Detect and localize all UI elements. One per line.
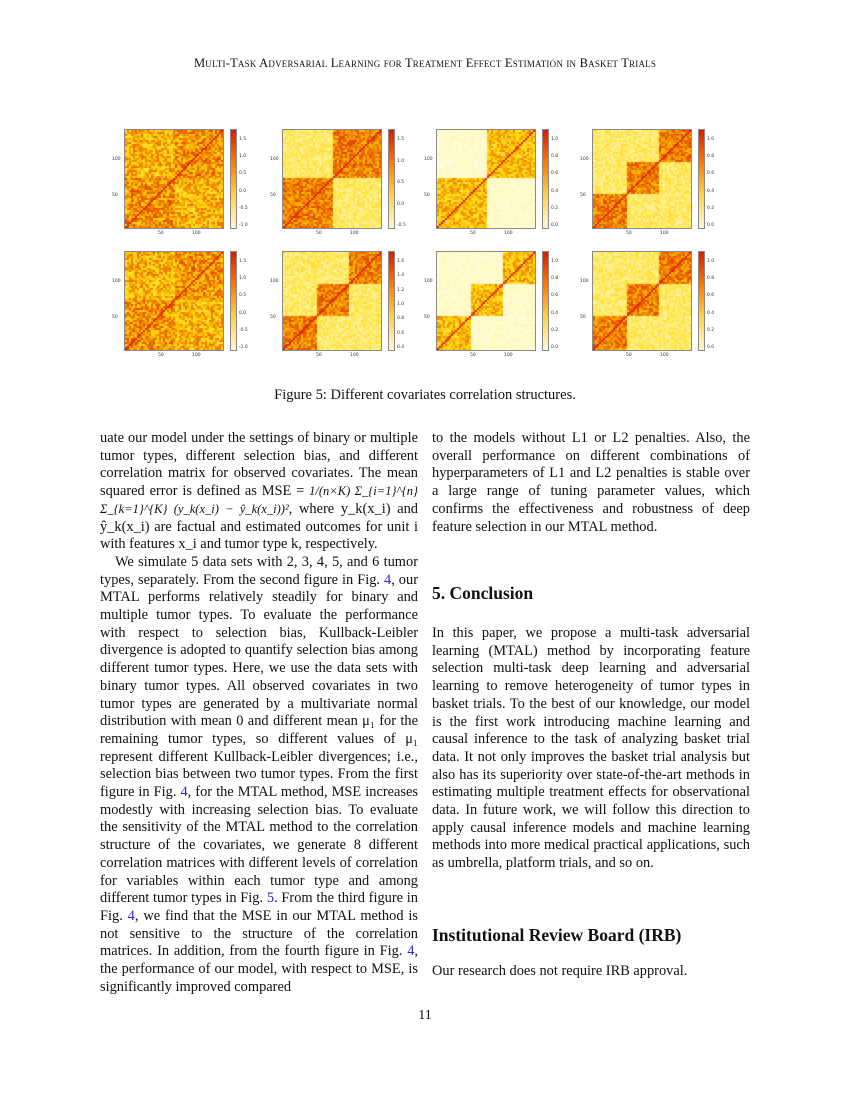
y-tick-label: 50 xyxy=(270,193,276,198)
text-run: , our MTAL performs relatively steadily for binary and multiple tumor types. To evaluate the performance with respect to selection bias, Kullback-Leibler divergence is adopted to quantify selection bias among different tumor types. Here, we use the data sets with binary tumor types. All observed covariates in two tumor types are generated by a multivariate normal distribution with mean 0 and different mean μ₁ for the remaining tumor types, so different values of μ₁ represent different Kullback-Leibler divergences; i.e., selection bias between two tumor types. From the first figure in Fig. xyxy=(100,571,418,801)
ref-fig-4[interactable]: 4 xyxy=(384,571,392,588)
colorbar-tick-label: -0.5 xyxy=(239,327,248,333)
colorbar-labels xyxy=(239,129,257,229)
colorbar-tick-label: -1.0 xyxy=(239,223,248,228)
colorbar xyxy=(388,251,395,351)
colorbar-tick-label: 0.6 xyxy=(397,330,405,336)
colorbar-tick-label: 0.4 xyxy=(707,310,715,316)
colorbar-tick-label: 1.0 xyxy=(707,137,715,142)
heatmap-panel xyxy=(424,247,564,359)
page-number: 11 xyxy=(418,1008,432,1023)
heatmap-panel xyxy=(424,125,564,237)
heatmap-panel xyxy=(580,125,720,237)
x-tick-label: 50 xyxy=(470,353,476,358)
heatmap-panel xyxy=(112,125,252,237)
correlation-heatmap xyxy=(592,251,692,351)
x-tick-label: 100 xyxy=(660,231,669,236)
ref-fig-4[interactable]: 4 xyxy=(407,943,415,960)
colorbar-tick-label: 0.0 xyxy=(239,310,247,316)
colorbar-tick-label: 1.5 xyxy=(239,259,247,264)
y-tick-label: 100 xyxy=(424,279,433,284)
colorbar-labels xyxy=(707,129,725,229)
x-tick-label: 100 xyxy=(192,353,201,358)
x-tick-label: 100 xyxy=(350,353,359,358)
y-tick-label: 50 xyxy=(270,315,276,320)
colorbar-tick-label: 0.5 xyxy=(239,171,247,177)
colorbar-tick-label: 0.8 xyxy=(397,316,405,322)
x-tick-label: 50 xyxy=(316,353,322,358)
colorbar-labels xyxy=(551,251,569,351)
running-title: Multi-Task Adversarial Learning for Treatment Effect Estimation in Basket Trials xyxy=(193,56,657,70)
colorbar-tick-label: 0.0 xyxy=(551,345,559,350)
colorbar-tick-label: 0.0 xyxy=(707,345,715,350)
colorbar-tick-label: 0.0 xyxy=(239,188,247,194)
colorbar xyxy=(542,251,549,351)
colorbar-tick-label: 0.8 xyxy=(551,276,559,282)
y-tick-label: 50 xyxy=(112,315,118,320)
y-tick-label: 100 xyxy=(580,157,589,162)
x-tick-label: 100 xyxy=(350,231,359,236)
y-tick-label: 100 xyxy=(424,157,433,162)
text-run: . From the third figure in Fig. xyxy=(100,890,418,924)
ref-fig-4[interactable]: 4 xyxy=(180,784,188,801)
colorbar-tick-label: 0.4 xyxy=(551,310,559,316)
x-tick-label: 100 xyxy=(504,353,513,358)
mse-formula: 1/(n×K) Σ_{i=1}^{n} Σ_{k=1}^{K} (y_k(x_i) − ŷ_k(x_i))² xyxy=(100,484,418,516)
x-tick-label: 50 xyxy=(158,353,164,358)
colorbar-labels xyxy=(239,251,257,351)
colorbar-tick-label: 0.5 xyxy=(397,180,405,185)
colorbar-tick-label: 1.0 xyxy=(551,137,559,142)
colorbar-labels xyxy=(551,129,569,229)
colorbar-tick-label: 0.6 xyxy=(551,171,559,177)
text-run: uate our model under the settings of binary or multiple tumor types, different selection bias, and different correlation matrix for observed covariates. The mean squared error is defined as MSE = xyxy=(100,430,418,500)
colorbar-tick-label: 0.8 xyxy=(707,154,715,160)
section-heading-irb: Institutional Review Board (IRB) xyxy=(432,925,682,945)
y-tick-label: 50 xyxy=(580,315,586,320)
colorbar-labels xyxy=(707,251,725,351)
irb-paragraph: Our research does not require IRB approval. xyxy=(432,963,688,979)
x-tick-label: 50 xyxy=(158,231,164,236)
colorbar-tick-label: 1.0 xyxy=(707,259,715,264)
text-run: , we find that the MSE in our MTAL method is not sensitive to the structure of the correlation matrices. In addition, from the fourth figure in Fig. xyxy=(100,907,418,960)
correlation-heatmap xyxy=(436,251,536,351)
colorbar-tick-label: 0.8 xyxy=(551,154,559,160)
colorbar-tick-label: 0.4 xyxy=(397,345,405,350)
correlation-heatmap xyxy=(124,129,224,229)
colorbar-tick-label: 0.0 xyxy=(707,223,715,228)
text-run: We simulate 5 data sets with 2, 3, 4, 5, and 6 tumor types, separately. From the second figure in Fig. xyxy=(100,553,418,588)
y-tick-label: 100 xyxy=(112,157,121,162)
colorbar-tick-label: 0.2 xyxy=(551,327,559,333)
colorbar-tick-label: 1.4 xyxy=(397,273,405,279)
colorbar-tick-label: -0.5 xyxy=(239,205,248,211)
y-tick-label: 50 xyxy=(112,193,118,198)
paragraph-mse xyxy=(100,430,418,554)
colorbar-tick-label: -0.5 xyxy=(397,223,406,228)
colorbar-tick-label: 1.0 xyxy=(397,302,405,307)
colorbar-tick-label: 1.0 xyxy=(397,158,405,164)
y-tick-label: 100 xyxy=(580,279,589,284)
right-column-top-paragraph: to the models without L1 or L2 penalties. Also, the overall performance on different combinations of hyperparameters of L1 and L2 penalties is stable over a large range of tuning parameter values, which confirms the effectiveness and robustness of deep feature selection in our MTAL method. xyxy=(432,430,750,535)
text-run: , the performance of our model, with respect to MSE, is significantly improved compared xyxy=(100,943,418,995)
x-tick-label: 100 xyxy=(192,231,201,236)
heatmap-panel xyxy=(580,247,720,359)
colorbar-tick-label: 1.2 xyxy=(397,287,405,293)
conclusion-paragraph: In this paper, we propose a multi-task adversarial learning (MTAL) method by incorporating feature selection multi-task deep learning and adversarial learning to remove heterogeneity of tumor types in basket trials. To the best of our knowledge, our model is the first work introducing machine learning and causal inference to the task of analyzing basket trial data. It not only improves the basket trial analysis but also has its superiority over state-of-the-art methods in estimating multiple treatment effects for observational data. In future work, we will follow this direction to apply causal inference models and machine learning methods into more medical practical applications, such as umbrella, platform trials, and so on. xyxy=(432,625,750,872)
colorbar-tick-label: 1.0 xyxy=(551,259,559,264)
correlation-heatmap xyxy=(124,251,224,351)
colorbar-tick-label: 0.6 xyxy=(707,293,715,299)
figure-5 xyxy=(112,125,732,370)
x-tick-label: 50 xyxy=(470,231,476,236)
y-tick-label: 100 xyxy=(112,279,121,284)
colorbar xyxy=(698,129,705,229)
colorbar xyxy=(388,129,395,229)
left-column xyxy=(100,430,418,997)
paragraph-simulation xyxy=(100,554,418,997)
colorbar-tick-label: 1.0 xyxy=(239,276,247,282)
colorbar-tick-label: 0.2 xyxy=(707,327,715,333)
heatmap-panel xyxy=(270,125,410,237)
figure-caption: Figure 5: Different covariates correlation structures. xyxy=(274,387,576,403)
correlation-heatmap xyxy=(436,129,536,229)
colorbar xyxy=(230,129,237,229)
y-tick-label: 100 xyxy=(270,279,279,284)
colorbar-tick-label: 1.0 xyxy=(239,154,247,160)
colorbar-tick-label: 0.2 xyxy=(551,205,559,211)
colorbar-tick-label: 0.0 xyxy=(397,201,405,207)
colorbar-tick-label: 1.6 xyxy=(397,259,405,264)
colorbar-tick-label: 0.4 xyxy=(707,188,715,194)
colorbar-tick-label: -1.0 xyxy=(239,345,248,350)
text-run: , for the MTAL method, MSE increases modestly with increasing selection bias. To evaluate the sensitivity of the MTAL method to the correlation structure of the covariates, we generate 8 different correlation matrices with different levels of correlation for variables within each tumor type and among different tumor types in Fig. xyxy=(100,784,418,907)
correlation-heatmap xyxy=(282,251,382,351)
heatmap-panel xyxy=(112,247,252,359)
correlation-heatmap xyxy=(282,129,382,229)
x-tick-label: 100 xyxy=(660,353,669,358)
x-tick-label: 50 xyxy=(316,231,322,236)
x-tick-label: 100 xyxy=(504,231,513,236)
colorbar-tick-label: 0.6 xyxy=(551,293,559,299)
colorbar-tick-label: 1.5 xyxy=(397,137,405,142)
colorbar-tick-label: 0.2 xyxy=(707,205,715,211)
colorbar xyxy=(230,251,237,351)
heatmap-panel xyxy=(270,247,410,359)
y-tick-label: 50 xyxy=(424,193,430,198)
colorbar-tick-label: 0.6 xyxy=(707,171,715,177)
y-tick-label: 100 xyxy=(270,157,279,162)
text-run: , where y_k(x_i) and ŷ_k(x_i) are factual and estimated outcomes for unit i with features x_i and tumor type k, respectively. xyxy=(100,500,418,553)
ref-fig-5[interactable]: 5 xyxy=(266,890,275,907)
ref-fig-4[interactable]: 4 xyxy=(127,907,135,924)
y-tick-label: 50 xyxy=(580,193,586,198)
section-heading-conclusion: 5. Conclusion xyxy=(432,583,534,603)
x-tick-label: 50 xyxy=(626,231,632,236)
colorbar xyxy=(542,129,549,229)
colorbar-tick-label: 0.0 xyxy=(551,223,559,228)
colorbar-tick-label: 0.5 xyxy=(239,293,247,299)
colorbar-tick-label: 0.8 xyxy=(707,276,715,282)
colorbar-tick-label: 0.4 xyxy=(551,188,559,194)
y-tick-label: 50 xyxy=(424,315,430,320)
colorbar-labels xyxy=(397,129,415,229)
colorbar xyxy=(698,251,705,351)
colorbar-labels xyxy=(397,251,415,351)
correlation-heatmap xyxy=(592,129,692,229)
x-tick-label: 50 xyxy=(626,353,632,358)
colorbar-tick-label: 1.5 xyxy=(239,137,247,142)
